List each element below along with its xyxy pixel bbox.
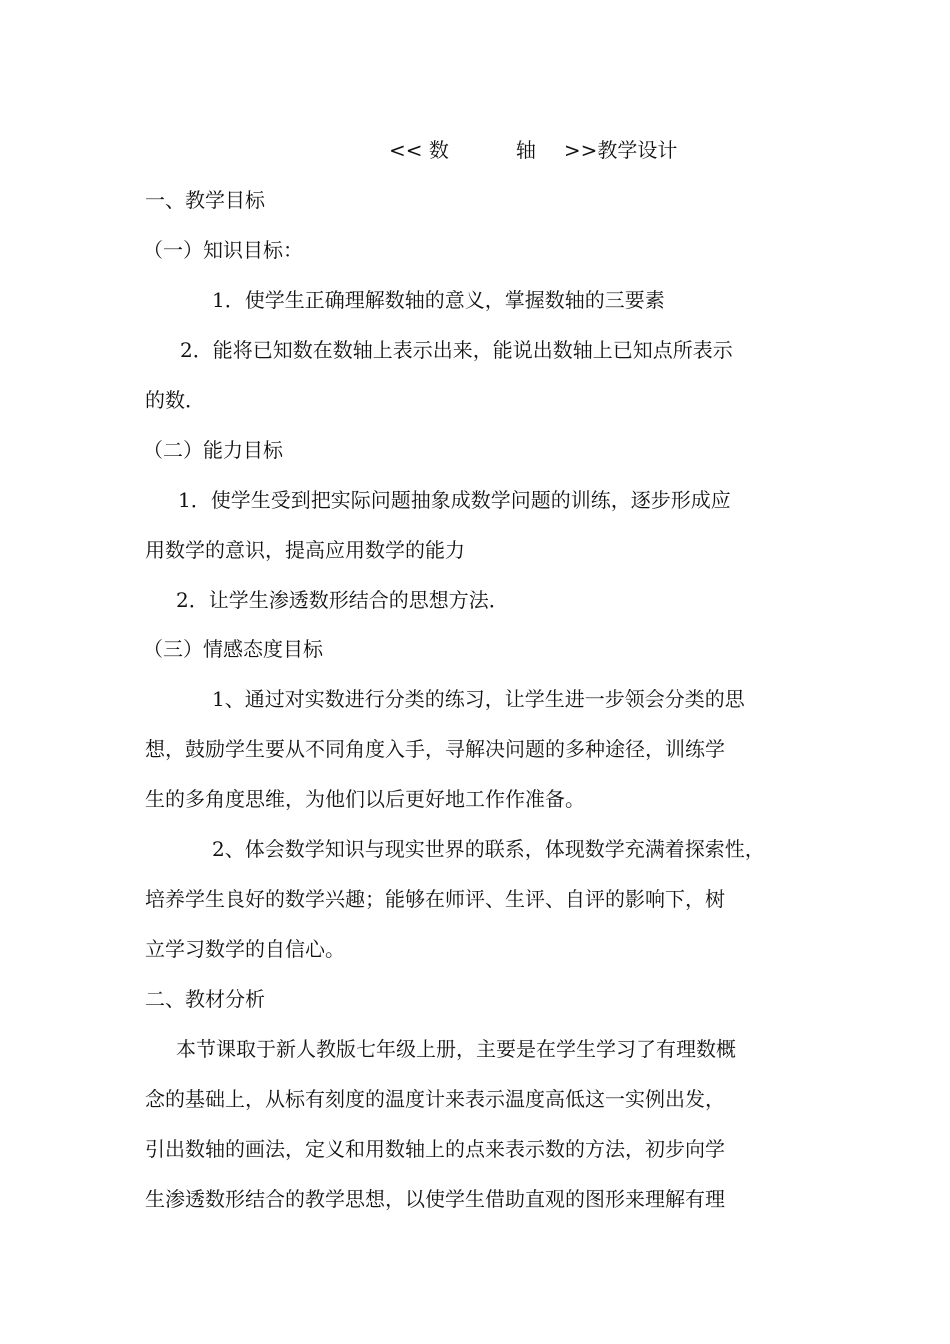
title-part-2: 轴 xyxy=(515,138,536,162)
paragraph-line: 培养学生良好的数学兴趣；能够在师评、生评、自评的影响下，树 xyxy=(145,887,725,911)
paragraph-line: 念的基础上，从标有刻度的温度计来表示温度高低这一实例出发， xyxy=(145,1087,725,1111)
paragraph-line: 2．让学生渗透数形结合的思想方法． xyxy=(176,588,509,612)
subsection-heading-ability: （二）能力目标 xyxy=(143,438,283,462)
paragraph-line: 的数． xyxy=(145,388,205,412)
title-part-1: << 数 xyxy=(389,138,449,162)
paragraph-line: 本节课取于新人教版七年级上册，主要是在学生学习了有理数概 xyxy=(176,1037,736,1061)
subsection-heading-knowledge: （一）知识目标： xyxy=(143,238,303,262)
paragraph-line: 2、体会数学知识与现实世界的联系，体现数学充满着探索性， xyxy=(212,837,765,861)
subsection-heading-emotion: （三）情感态度目标 xyxy=(143,637,323,661)
paragraph-line: 用数学的意识，提高应用数学的能力 xyxy=(145,538,465,562)
paragraph-line: 生渗透数形结合的教学思想，以使学生借助直观的图形来理解有理 xyxy=(145,1187,725,1211)
paragraph-line: 想，鼓励学生要从不同角度入手，寻解决问题的多种途径，训练学 xyxy=(145,737,725,761)
title-part-3: >>教学设计 xyxy=(563,138,678,162)
paragraph-line: 立学习数学的自信心。 xyxy=(145,937,345,961)
section-heading-2: 二、教材分析 xyxy=(145,987,265,1011)
paragraph-line: 2．能将已知数在数轴上表示出来，能说出数轴上已知点所表示 xyxy=(180,338,733,362)
section-heading-1: 一、教学目标 xyxy=(145,188,265,212)
paragraph-line: 引出数轴的画法，定义和用数轴上的点来表示数的方法，初步向学 xyxy=(145,1137,725,1161)
paragraph-line: 1．使学生正确理解数轴的意义，掌握数轴的三要素 xyxy=(212,288,665,312)
paragraph-line: 1．使学生受到把实际问题抽象成数学问题的训练，逐步形成应 xyxy=(178,488,731,512)
paragraph-line: 1、通过对实数进行分类的练习，让学生进一步领会分类的思 xyxy=(212,687,745,711)
paragraph-line: 生的多角度思维，为他们以后更好地工作作准备。 xyxy=(145,787,585,811)
document-title xyxy=(389,137,677,163)
